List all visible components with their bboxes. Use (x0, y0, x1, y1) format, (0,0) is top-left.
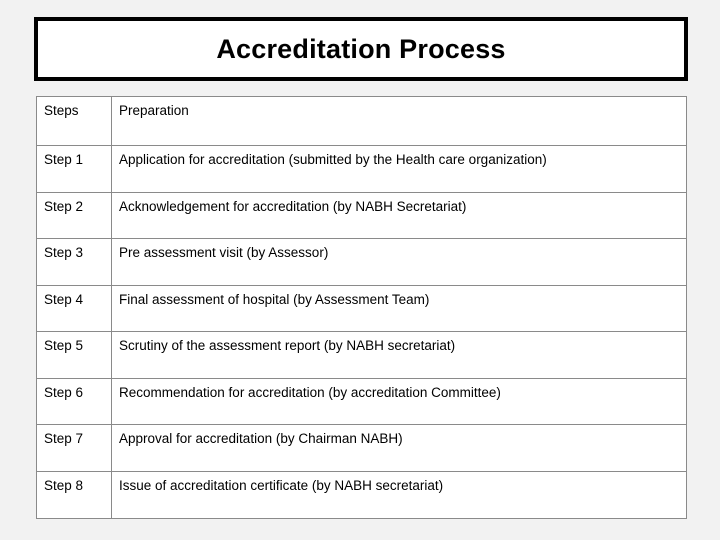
preparation-cell: Final assessment of hospital (by Assessment Team) (112, 285, 687, 332)
step-cell: Step 6 (37, 378, 112, 425)
preparation-cell: Scrutiny of the assessment report (by NABH secretariat) (112, 332, 687, 379)
preparation-cell: Recommendation for accreditation (by accreditation Committee) (112, 378, 687, 425)
step-cell: Step 4 (37, 285, 112, 332)
step-cell: Step 1 (37, 146, 112, 193)
table-row (37, 192, 687, 239)
table-row (37, 239, 687, 286)
table-row (37, 332, 687, 379)
table-row (37, 425, 687, 472)
table-row (37, 378, 687, 425)
table-header-row (37, 97, 687, 146)
table-row (37, 471, 687, 518)
step-cell: Step 3 (37, 239, 112, 286)
step-cell: Step 8 (37, 471, 112, 518)
step-cell: Step 2 (37, 192, 112, 239)
step-cell: Step 5 (37, 332, 112, 379)
preparation-cell: Issue of accreditation certificate (by NABH secretariat) (112, 471, 687, 518)
preparation-cell: Acknowledgement for accreditation (by NABH Secretariat) (112, 192, 687, 239)
header-steps: Steps (37, 97, 112, 146)
table-row (37, 146, 687, 193)
accreditation-steps-table (36, 96, 687, 519)
page-title: Accreditation Process (216, 33, 506, 64)
preparation-cell: Approval for accreditation (by Chairman NABH) (112, 425, 687, 472)
table-row (37, 285, 687, 332)
preparation-cell: Pre assessment visit (by Assessor) (112, 239, 687, 286)
title-box (34, 17, 688, 81)
preparation-cell: Application for accreditation (submitted by the Health care organization) (112, 146, 687, 193)
step-cell: Step 7 (37, 425, 112, 472)
header-preparation: Preparation (112, 97, 687, 146)
